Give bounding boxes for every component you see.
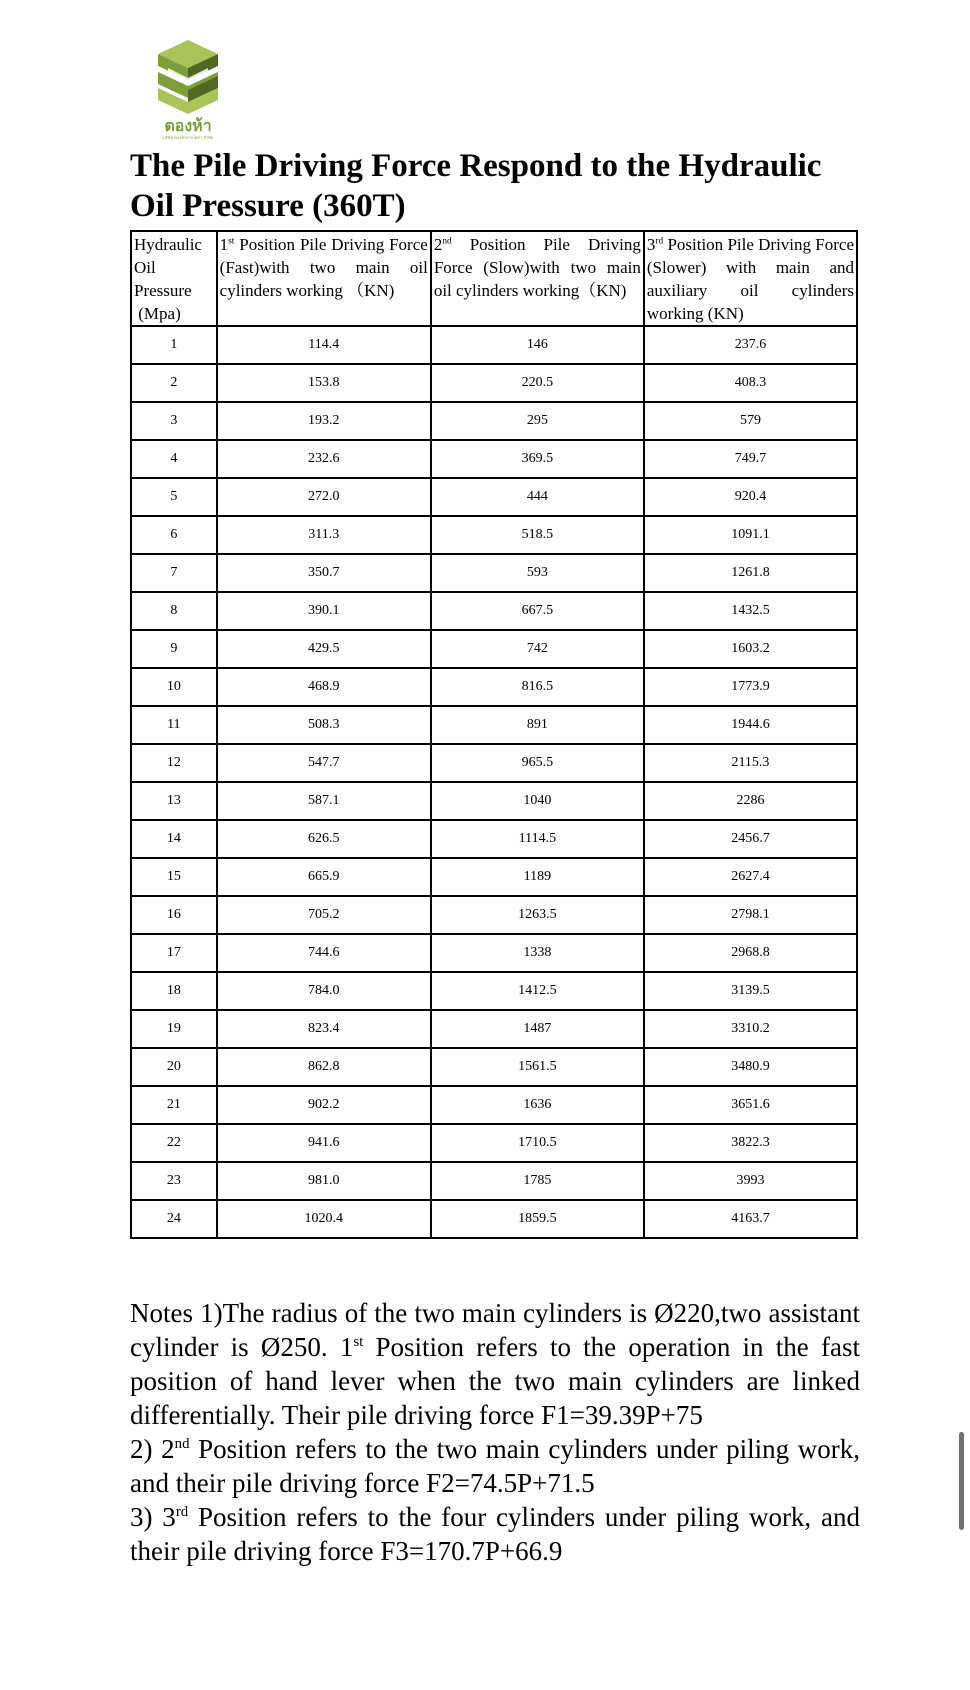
table-row (131, 706, 857, 744)
force-slower-cell: 579 (644, 402, 857, 440)
table-row (131, 592, 857, 630)
force-fast-cell: 547.7 (217, 744, 431, 782)
force-fast-cell: 350.7 (217, 554, 431, 592)
force-fast-cell: 114.4 (217, 326, 431, 364)
force-slower-cell: 3822.3 (644, 1124, 857, 1162)
table-row (131, 668, 857, 706)
force-slow-cell: 1487 (431, 1010, 644, 1048)
note-1: Notes 1)The radius of the two main cylinders is Ø220,two assistant cylinder is Ø250. 1st Position refers to the operation in the fast position of hand lever when the two main cylinders are linked differentially. Their pile driving force F1=39.39P+75 (130, 1298, 860, 1430)
force-slow-cell: 1263.5 (431, 896, 644, 934)
force-fast-cell: 626.5 (217, 820, 431, 858)
header-position-2: 2nd Position Pile Driving Force (Slow)with two main oil cylinders working（KN) (431, 231, 644, 326)
force-fast-cell: 311.3 (217, 516, 431, 554)
force-fast-cell: 823.4 (217, 1010, 431, 1048)
table-row (131, 1048, 857, 1086)
force-slower-cell: 1773.9 (644, 668, 857, 706)
table-row (131, 478, 857, 516)
pressure-cell: 23 (131, 1162, 217, 1200)
header-position-1: 1st Position Pile Driving Force (Fast)with two main oil cylinders working （KN) (217, 231, 431, 326)
pressure-cell: 18 (131, 972, 217, 1010)
table-row (131, 782, 857, 820)
scrollbar-thumb[interactable] (959, 1432, 964, 1530)
pressure-cell: 3 (131, 402, 217, 440)
note-2: 2) 2nd Position refers to the two main cylinders under piling work, and their pile driving force F2=74.5P+71.5 (130, 1434, 861, 1498)
force-slow-cell: 146 (431, 326, 644, 364)
table-row (131, 1010, 857, 1048)
force-fast-cell: 153.8 (217, 364, 431, 402)
pressure-cell: 22 (131, 1124, 217, 1162)
force-slower-cell: 920.4 (644, 478, 857, 516)
table-row (131, 326, 857, 364)
force-fast-cell: 902.2 (217, 1086, 431, 1124)
force-slower-cell: 2968.8 (644, 934, 857, 972)
logo-mark-icon (148, 38, 228, 114)
logo-sub-text: บริษัท ตองห้าการโยธา จำกัด (163, 135, 213, 140)
force-fast-cell: 193.2 (217, 402, 431, 440)
force-slower-cell: 2456.7 (644, 820, 857, 858)
force-fast-cell: 705.2 (217, 896, 431, 934)
force-slow-cell: 1412.5 (431, 972, 644, 1010)
pressure-cell: 9 (131, 630, 217, 668)
table-row (131, 440, 857, 478)
force-slow-cell: 369.5 (431, 440, 644, 478)
pressure-cell: 19 (131, 1010, 217, 1048)
force-fast-cell: 587.1 (217, 782, 431, 820)
header-pressure: Hydraulic Oil Pressure (Mpa) (131, 231, 217, 326)
force-fast-cell: 665.9 (217, 858, 431, 896)
force-slower-cell: 1603.2 (644, 630, 857, 668)
force-slow-cell: 1189 (431, 858, 644, 896)
table-row (131, 364, 857, 402)
force-slow-cell: 1785 (431, 1162, 644, 1200)
force-fast-cell: 981.0 (217, 1162, 431, 1200)
force-slow-cell: 518.5 (431, 516, 644, 554)
table-row (131, 1162, 857, 1200)
force-fast-cell: 390.1 (217, 592, 431, 630)
header-position-3: 3rd Position Pile Driving Force (Slower) with main and auxiliary oil cylinders working (KN) (644, 231, 857, 326)
table-row (131, 934, 857, 972)
table-row (131, 858, 857, 896)
table-header-row (131, 231, 857, 326)
company-logo (148, 38, 228, 144)
force-fast-cell: 941.6 (217, 1124, 431, 1162)
force-slow-cell: 1040 (431, 782, 644, 820)
force-slow-cell: 1338 (431, 934, 644, 972)
force-fast-cell: 232.6 (217, 440, 431, 478)
force-fast-cell: 468.9 (217, 668, 431, 706)
page-title: The Pile Driving Force Respond to the Hydraulic Oil Pressure (360T) (130, 148, 822, 224)
table-row (131, 1086, 857, 1124)
pressure-cell: 1 (131, 326, 217, 364)
pressure-cell: 11 (131, 706, 217, 744)
force-fast-cell: 508.3 (217, 706, 431, 744)
logo-brand-text: ตองห้า (164, 116, 212, 135)
table-row (131, 972, 857, 1010)
force-slow-cell: 1636 (431, 1086, 644, 1124)
pressure-cell: 2 (131, 364, 217, 402)
pressure-cell: 7 (131, 554, 217, 592)
pressure-cell: 8 (131, 592, 217, 630)
table-row (131, 554, 857, 592)
force-slow-cell: 220.5 (431, 364, 644, 402)
pressure-cell: 4 (131, 440, 217, 478)
force-fast-cell: 272.0 (217, 478, 431, 516)
force-slower-cell: 4163.7 (644, 1200, 857, 1238)
force-fast-cell: 862.8 (217, 1048, 431, 1086)
force-slow-cell: 891 (431, 706, 644, 744)
force-slow-cell: 667.5 (431, 592, 644, 630)
force-slower-cell: 3651.6 (644, 1086, 857, 1124)
table-row (131, 630, 857, 668)
force-slow-cell: 593 (431, 554, 644, 592)
force-fast-cell: 1020.4 (217, 1200, 431, 1238)
force-slow-cell: 742 (431, 630, 644, 668)
pressure-cell: 16 (131, 896, 217, 934)
force-slow-cell: 295 (431, 402, 644, 440)
force-slower-cell: 2286 (644, 782, 857, 820)
pressure-cell: 12 (131, 744, 217, 782)
pressure-cell: 24 (131, 1200, 217, 1238)
table-row (131, 820, 857, 858)
force-slow-cell: 1859.5 (431, 1200, 644, 1238)
force-fast-cell: 784.0 (217, 972, 431, 1010)
pressure-force-table (130, 230, 858, 1239)
pressure-cell: 20 (131, 1048, 217, 1086)
force-slower-cell: 2798.1 (644, 896, 857, 934)
force-slower-cell: 1261.8 (644, 554, 857, 592)
force-slower-cell: 1091.1 (644, 516, 857, 554)
table-row (131, 516, 857, 554)
force-slow-cell: 816.5 (431, 668, 644, 706)
pressure-cell: 13 (131, 782, 217, 820)
force-slower-cell: 3480.9 (644, 1048, 857, 1086)
force-slower-cell: 3993 (644, 1162, 857, 1200)
force-fast-cell: 744.6 (217, 934, 431, 972)
pressure-cell: 5 (131, 478, 217, 516)
force-slower-cell: 749.7 (644, 440, 857, 478)
force-fast-cell: 429.5 (217, 630, 431, 668)
pressure-cell: 14 (131, 820, 217, 858)
force-slower-cell: 2627.4 (644, 858, 857, 896)
force-slower-cell: 3139.5 (644, 972, 857, 1010)
force-slow-cell: 1561.5 (431, 1048, 644, 1086)
pressure-cell: 21 (131, 1086, 217, 1124)
force-slower-cell: 1432.5 (644, 592, 857, 630)
table-row (131, 1200, 857, 1238)
pressure-cell: 6 (131, 516, 217, 554)
force-slower-cell: 2115.3 (644, 744, 857, 782)
table-row (131, 896, 857, 934)
pressure-cell: 15 (131, 858, 217, 896)
table-row (131, 402, 857, 440)
force-slower-cell: 408.3 (644, 364, 857, 402)
notes-section (130, 1296, 860, 1568)
force-slow-cell: 1114.5 (431, 820, 644, 858)
force-slower-cell: 3310.2 (644, 1010, 857, 1048)
force-slow-cell: 444 (431, 478, 644, 516)
table-row (131, 1124, 857, 1162)
force-slow-cell: 1710.5 (431, 1124, 644, 1162)
pressure-cell: 10 (131, 668, 217, 706)
force-slower-cell: 237.6 (644, 326, 857, 364)
force-slow-cell: 965.5 (431, 744, 644, 782)
table-row (131, 744, 857, 782)
force-slower-cell: 1944.6 (644, 706, 857, 744)
pressure-cell: 17 (131, 934, 217, 972)
note-3: 3) 3rd Position refers to the four cylinders under piling work, and their pile driving force F3=170.7P+66.9 (130, 1502, 860, 1566)
